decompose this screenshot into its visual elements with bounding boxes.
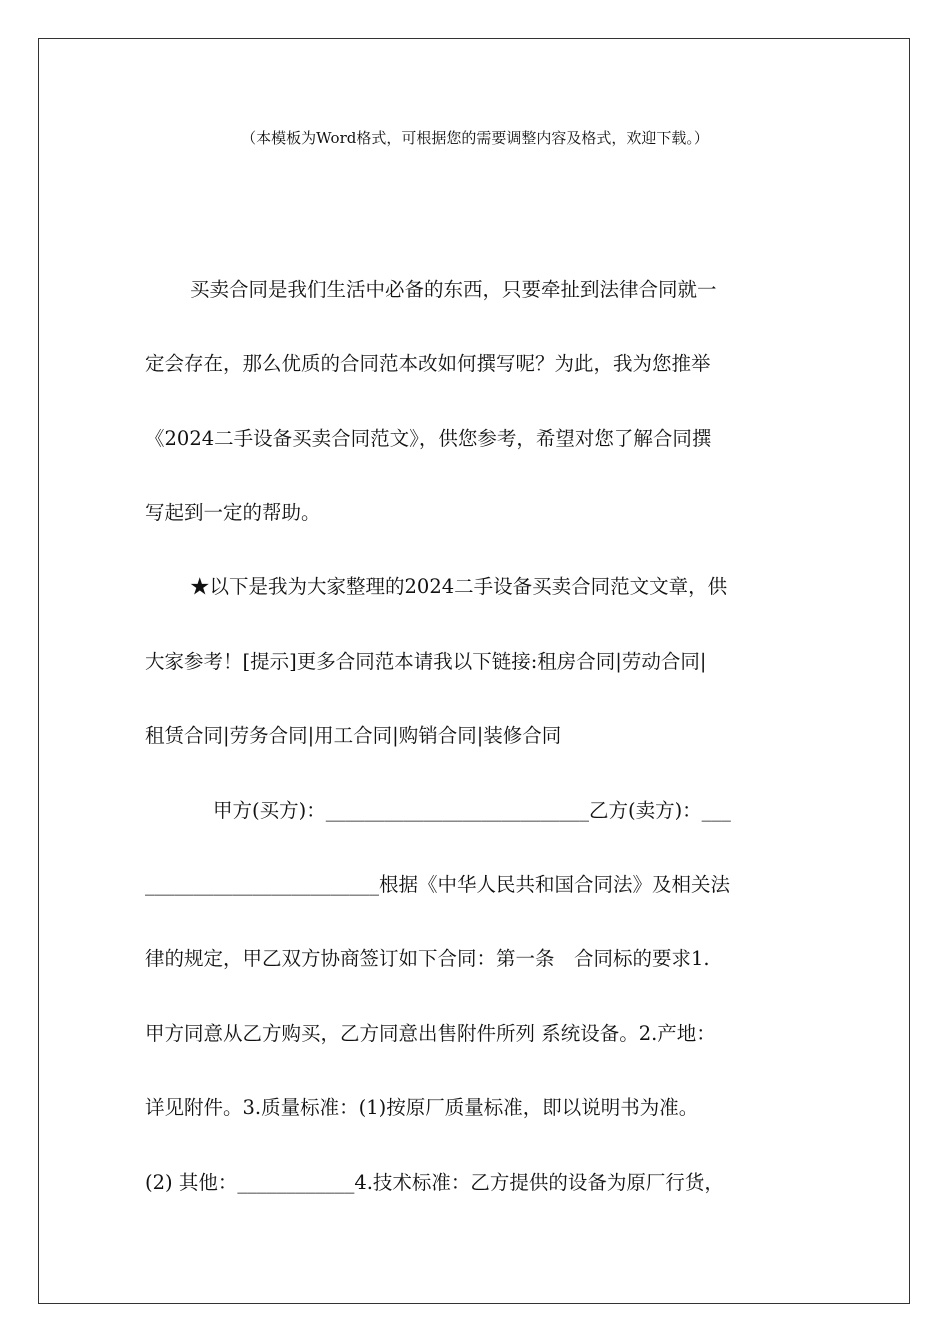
paragraph-line: 《2024二手设备买卖合同范文》，供您参考，希望对您了解合同撰 bbox=[145, 427, 712, 450]
contract-body-line: (2) 其他：____________4.技术标准：乙方提供的设备为原厂行货， bbox=[145, 1171, 724, 1194]
contract-parties-line: 甲方(买方)：___________________________乙方(卖方)：___ bbox=[213, 799, 731, 822]
paragraph-line: 写起到一定的帮助。 bbox=[145, 501, 321, 524]
paragraph-line: 定会存在，那么优质的合同范本改如何撰写呢？为此，我为您推举 bbox=[145, 352, 711, 375]
contract-body-line: 律的规定，甲乙双方协商签订如下合同：第一条 合同标的要求1. bbox=[145, 947, 710, 970]
contract-body-line: 甲方同意从乙方购买，乙方同意出售附件所列 系统设备。2.产地： bbox=[145, 1022, 716, 1045]
paragraph-line: ★以下是我为大家整理的2024二手设备买卖合同范文文章，供 bbox=[190, 575, 728, 598]
template-notice: （本模板为Word格式，可根据您的需要调整内容及格式，欢迎下载。） bbox=[241, 129, 709, 147]
contract-body-line: ________________________根据《中华人民共和国合同法》及相关法 bbox=[145, 873, 731, 896]
paragraph-line: 租赁合同|劳务合同|用工合同|购销合同|装修合同 bbox=[145, 724, 562, 747]
contract-body-line: 详见附件。3.质量标准：(1)按原厂质量标准，即以说明书为准。 bbox=[145, 1096, 699, 1119]
paragraph-line: 买卖合同是我们生活中必备的东西，只要牵扯到法律合同就一 bbox=[190, 278, 717, 301]
paragraph-line: 大家参考！[提示]更多合同范本请我以下链接:租房合同|劳动合同| bbox=[145, 650, 707, 673]
